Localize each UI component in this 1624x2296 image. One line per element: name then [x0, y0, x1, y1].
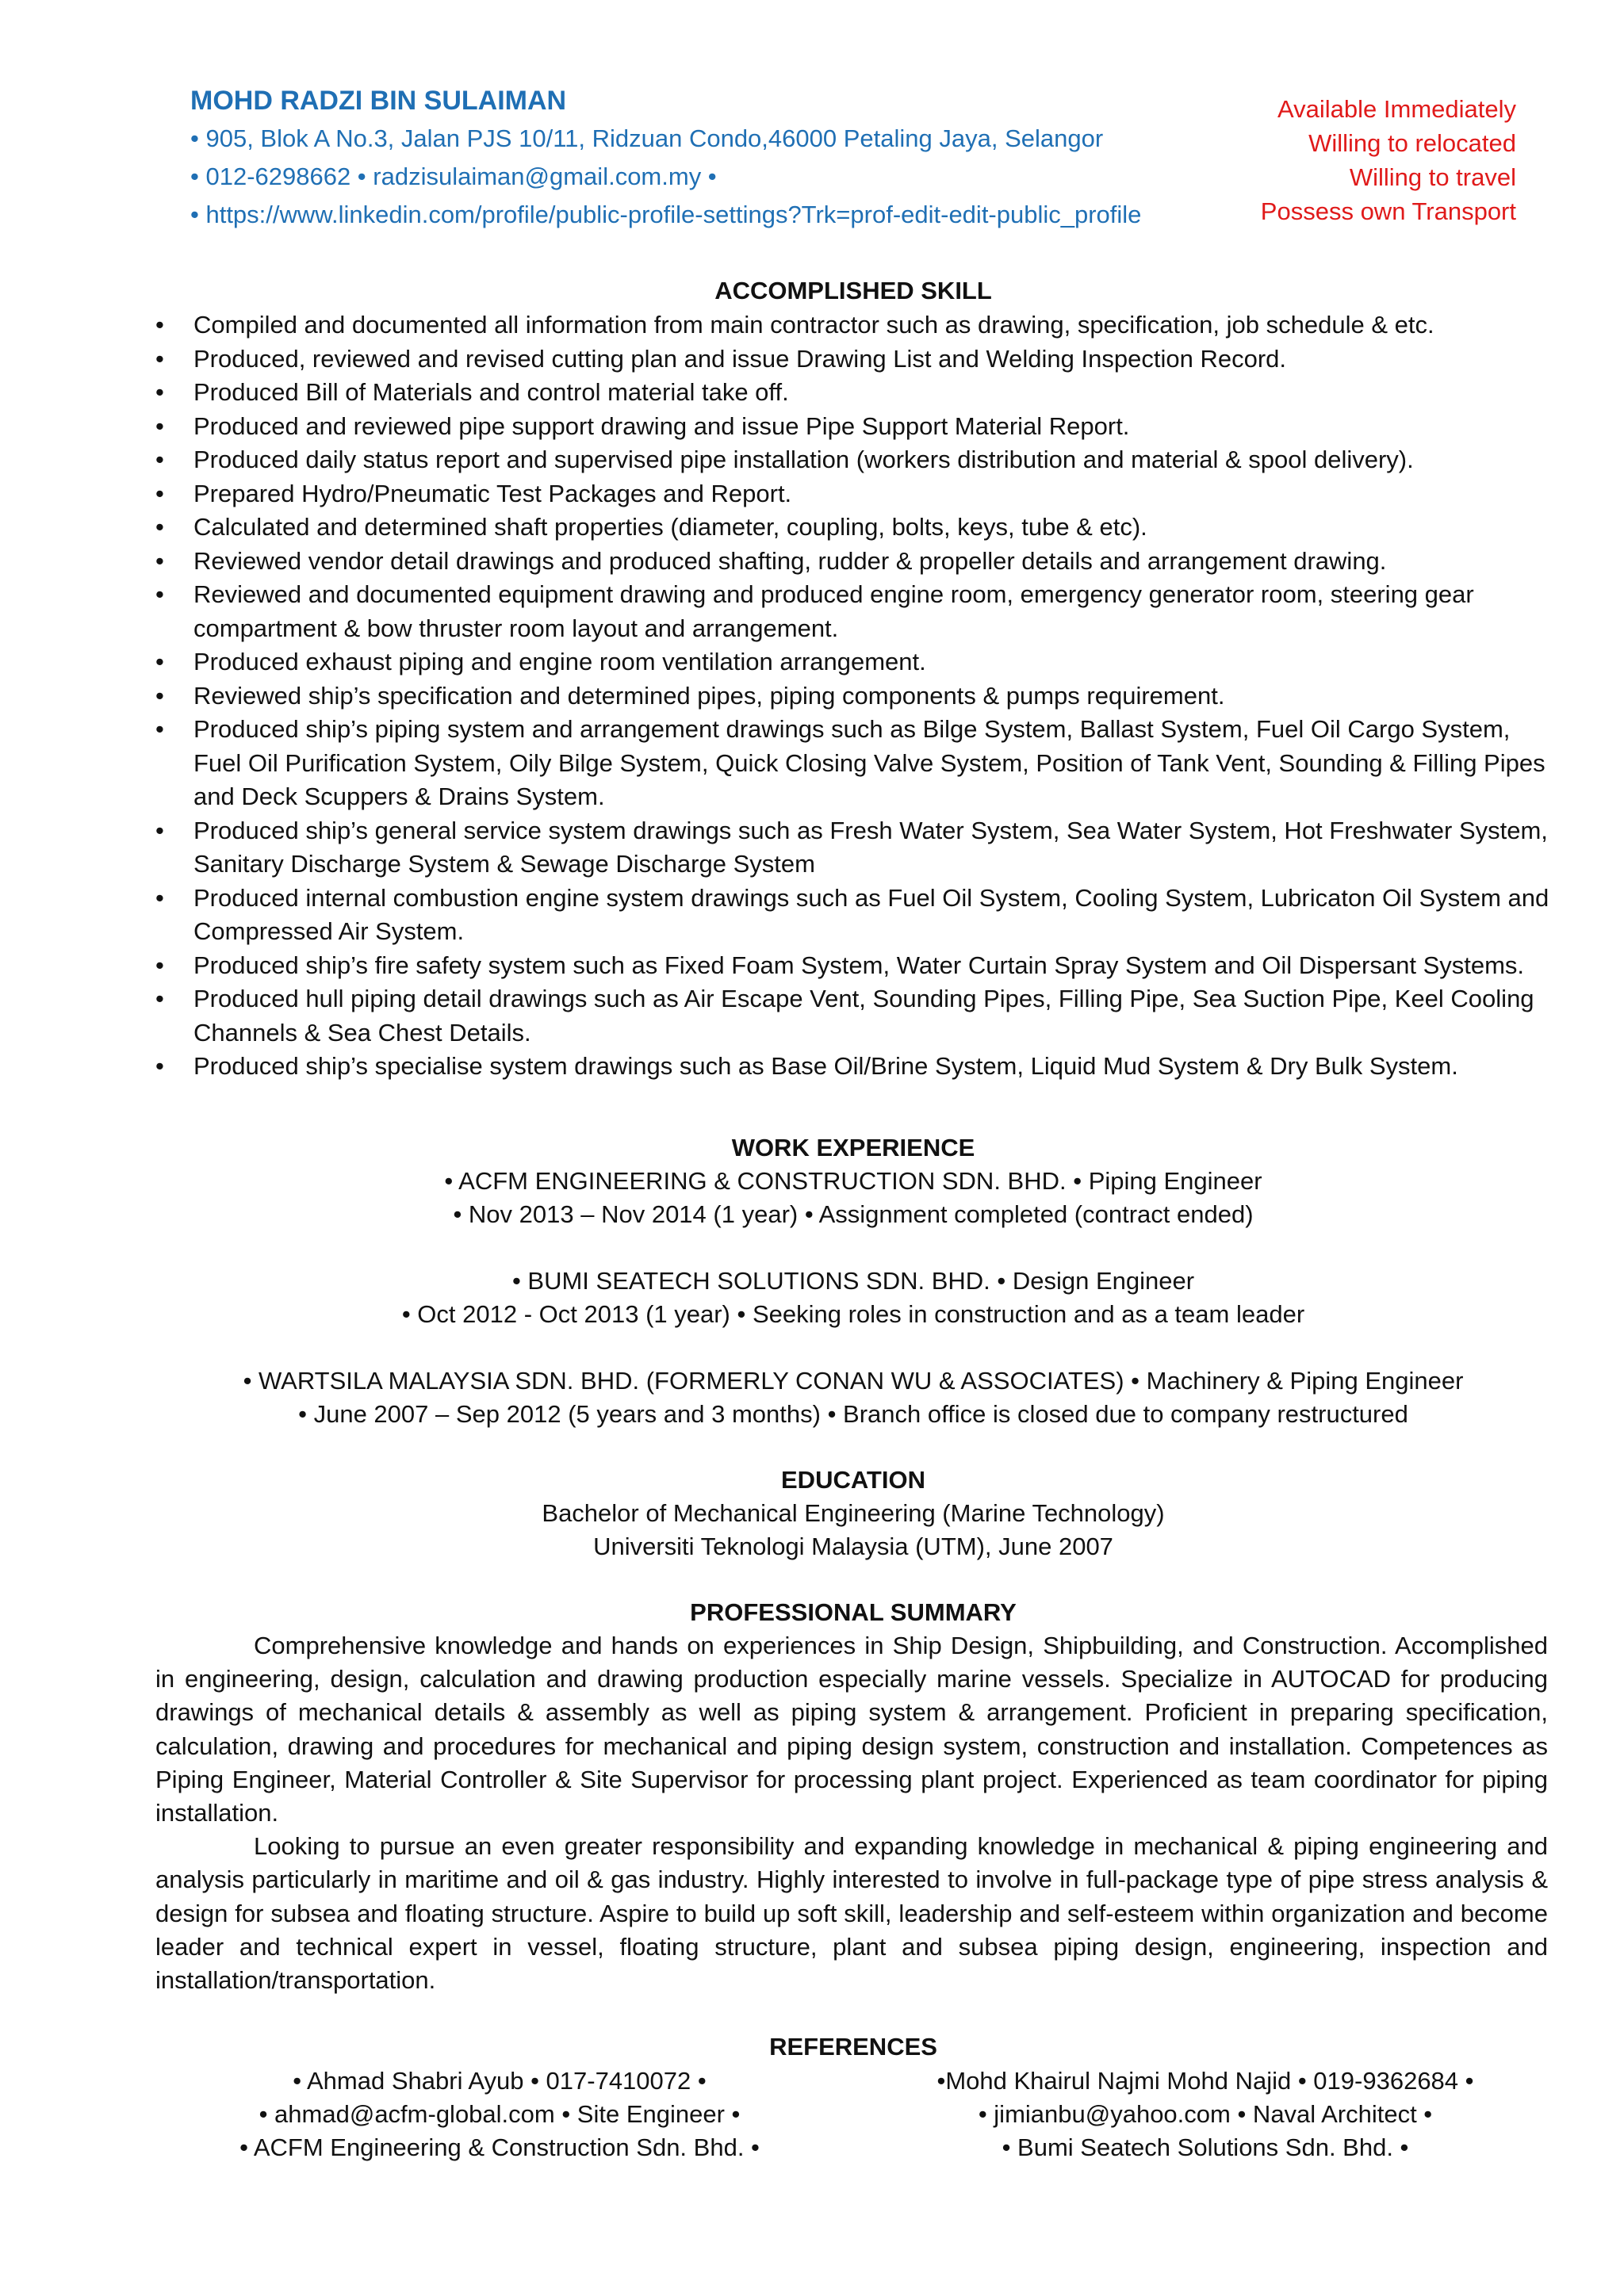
degree: Bachelor of Mechanical Engineering (Marine Technology) — [542, 1499, 1165, 1527]
job-company-role: • ACFM ENGINEERING & CONSTRUCTION SDN. BHD. • Piping Engineer — [444, 1167, 1262, 1195]
skill-item — [155, 679, 1551, 714]
bullet: • — [155, 378, 164, 406]
reference-left — [174, 2064, 825, 2164]
bullet: • — [155, 648, 164, 675]
availability-line: Possess own Transport — [1260, 197, 1516, 225]
skill-text: Reviewed vendor detail drawings and produced shafting, rudder & propeller details and arrangement drawing. — [193, 546, 1387, 575]
bullet: • — [155, 883, 164, 912]
skill-text: Produced exhaust piping and engine room ventilation arrangement. — [193, 648, 926, 675]
summary-paragraph: Comprehensive knowledge and hands on experiences in Ship Design, Shipbuilding, and Construction. Accomplished in engineering, design, calculation and drawing production especially marine vessels. Specialize in AUTOCAD for producing drawings of mechanical details & assembly as well as piping system & arrangement. Proficient in preparing specification, calculation, drawing and procedures for mechanical and piping design system, construction and installation. Competences as Piping Engineer, Material Controller & Site Supervisor for processing plant project. Experienced as team coordinator for piping installation. — [155, 1632, 1548, 1827]
linkedin-link[interactable]: • https://www.linkedin.com/profile/public-profile-settings?Trk=prof-edit-edit-public_profile — [190, 201, 1142, 228]
skill-text: Produced ship’s general service system drawings such as Fresh Water System, Sea Water System, Hot Freshwater System, Sanitary Discharge System & Sewage Discharge System — [193, 816, 1548, 878]
job-entry — [155, 1364, 1551, 1431]
skill-item — [155, 882, 1551, 949]
availability-line: Willing to travel — [1349, 163, 1516, 191]
job-dates-note: • June 2007 – Sep 2012 (5 years and 3 months) • Branch office is closed due to company restructured — [298, 1400, 1408, 1428]
skill-text: Produced Bill of Materials and control material take off. — [193, 378, 789, 406]
job-company-role: • WARTSILA MALAYSIA SDN. BHD. (FORMERLY CONAN WU & ASSOCIATES) • Machinery & Piping Engineer — [243, 1367, 1464, 1395]
bullet: • — [155, 344, 164, 373]
availability-line: Willing to relocated — [1308, 129, 1516, 157]
skill-text: Calculated and determined shaft properties (diameter, coupling, bolts, keys, tube & etc). — [193, 513, 1147, 541]
job-entry — [155, 1265, 1551, 1331]
reference-name-phone: •Mohd Khairul Najmi Mohd Najid • 019-9362684 • — [936, 2067, 1474, 2095]
skill-item — [155, 545, 1551, 579]
bullet: • — [155, 513, 164, 541]
references-heading: REFERENCES — [769, 2033, 937, 2061]
bullet: • — [155, 816, 164, 844]
skill-text: Produced hull piping detail drawings such as Air Escape Vent, Sounding Pipes, Filling Pipe, Sea Suction Pipe, Keel Cooling Channels & Sea Chest Details. — [193, 985, 1534, 1047]
skill-item — [155, 477, 1551, 511]
skill-text: Produced ship’s fire safety system such as Fixed Foam System, Water Curtain Spray System and Oil Dispersant Systems. — [193, 951, 1525, 979]
skill-item — [155, 982, 1551, 1050]
skill-item — [155, 713, 1551, 814]
address-line: • 905, Blok A No.3, Jalan PJS 10/11, Ridzuan Condo,46000 Petaling Jaya, Selangor — [190, 124, 1104, 152]
job-company-role: • BUMI SEATECH SOLUTIONS SDN. BHD. • Design Engineer — [511, 1267, 1195, 1295]
skill-text: Produced and reviewed pipe support drawing and issue Pipe Support Material Report. — [193, 411, 1130, 440]
skills-list — [155, 308, 1551, 1084]
job-entry — [155, 1165, 1551, 1231]
bullet: • — [155, 546, 164, 575]
bullet: • — [155, 411, 164, 440]
reference-email-title: • jimianbu@yahoo.com • Naval Architect • — [978, 2100, 1433, 2128]
skill-text: Produced internal combustion engine system drawings such as Fuel Oil System, Cooling System, Lubricaton Oil System and Compressed Air System. — [193, 883, 1549, 945]
reference-email-title: • ahmad@acfm-global.com • Site Engineer • — [259, 2100, 741, 2128]
candidate-name: MOHD RADZI BIN SULAIMAN — [190, 86, 567, 116]
university: Universiti Teknologi Malaysia (UTM), June 2007 — [593, 1533, 1113, 1560]
bullet: • — [155, 1052, 164, 1080]
bullet: • — [155, 311, 164, 339]
phone-email-line: • 012-6298662 • radzisulaiman@gmail.com.my • — [190, 163, 717, 190]
skill-item — [155, 376, 1551, 410]
skills-heading: ACCOMPLISHED SKILL — [714, 277, 992, 304]
skill-text: Prepared Hydro/Pneumatic Test Packages and Report. — [193, 479, 792, 507]
skill-item — [155, 578, 1551, 645]
reference-company: • Bumi Seatech Solutions Sdn. Bhd. • — [1002, 2133, 1409, 2161]
bullet: • — [155, 446, 164, 473]
education-heading: EDUCATION — [781, 1466, 925, 1494]
skill-item — [155, 1050, 1551, 1084]
skill-item — [155, 410, 1551, 444]
skill-text: Produced daily status report and supervised pipe installation (workers distribution and material & spool delivery). — [193, 446, 1414, 473]
work-heading: WORK EXPERIENCE — [731, 1134, 975, 1161]
skill-item — [155, 511, 1551, 545]
reference-company: • ACFM Engineering & Construction Sdn. Bhd. • — [239, 2133, 760, 2161]
skill-item — [155, 814, 1551, 882]
summary-paragraph: Looking to pursue an even greater responsibility and expanding knowledge in mechanical & piping engineering and analysis particularly in maritime and oil & gas industry. Highly interested to involve in full-package type of pipe stress analysis & design for subsea and floating structure. Aspire to build up soft skill, leadership and self-esteem within organization and become leader and technical expert in vessel, floating structure, plant and subsea piping design, engineering, inspection and installation/transportation. — [155, 1832, 1548, 1995]
skill-text: Compiled and documented all information from main contractor such as drawing, specification, job schedule & etc. — [193, 311, 1434, 339]
job-dates-note: • Nov 2013 – Nov 2014 (1 year) • Assignment completed (contract ended) — [453, 1200, 1254, 1228]
bullet: • — [155, 580, 164, 608]
skill-text: Reviewed ship’s specification and determined pipes, piping components & pumps requirement. — [193, 681, 1225, 710]
skill-text: Produced, reviewed and revised cutting plan and issue Drawing List and Welding Inspection Record. — [193, 344, 1287, 373]
bullet: • — [155, 681, 164, 710]
availability-line: Available Immediately — [1277, 95, 1516, 123]
bullet: • — [155, 715, 164, 743]
bullet: • — [155, 951, 164, 979]
summary-body — [155, 1629, 1548, 1997]
job-dates-note: • Oct 2012 - Oct 2013 (1 year) • Seeking roles in construction and as a team leader — [401, 1300, 1305, 1328]
summary-heading: PROFESSIONAL SUMMARY — [690, 1598, 1017, 1626]
education-entry — [155, 1497, 1551, 1563]
bullet: • — [155, 479, 164, 507]
reference-name-phone: • Ahmad Shabri Ayub • 017-7410072 • — [293, 2067, 707, 2095]
reference-right — [880, 2064, 1530, 2164]
skill-text: Produced ship’s specialise system drawings such as Base Oil/Brine System, Liquid Mud System & Dry Bulk System. — [193, 1052, 1458, 1080]
skill-item — [155, 308, 1551, 342]
availability-block — [1072, 92, 1516, 228]
skill-text: Reviewed and documented equipment drawing and produced engine room, emergency generator room, steering gear compartment & bow thruster room layout and arrangement. — [193, 580, 1474, 642]
bullet: • — [155, 985, 164, 1012]
skill-item — [155, 443, 1551, 477]
skill-item — [155, 342, 1551, 377]
skill-item — [155, 949, 1551, 983]
skill-item — [155, 645, 1551, 679]
skill-text: Produced ship’s piping system and arrangement drawings such as Bilge System, Ballast System, Fuel Oil Cargo System, Fuel Oil Purification System, Oily Bilge System, Quick Closing Valve System, Position of Tank Vent, Sounding & Filling Pipes and Deck Scuppers & Drains System. — [193, 715, 1545, 810]
